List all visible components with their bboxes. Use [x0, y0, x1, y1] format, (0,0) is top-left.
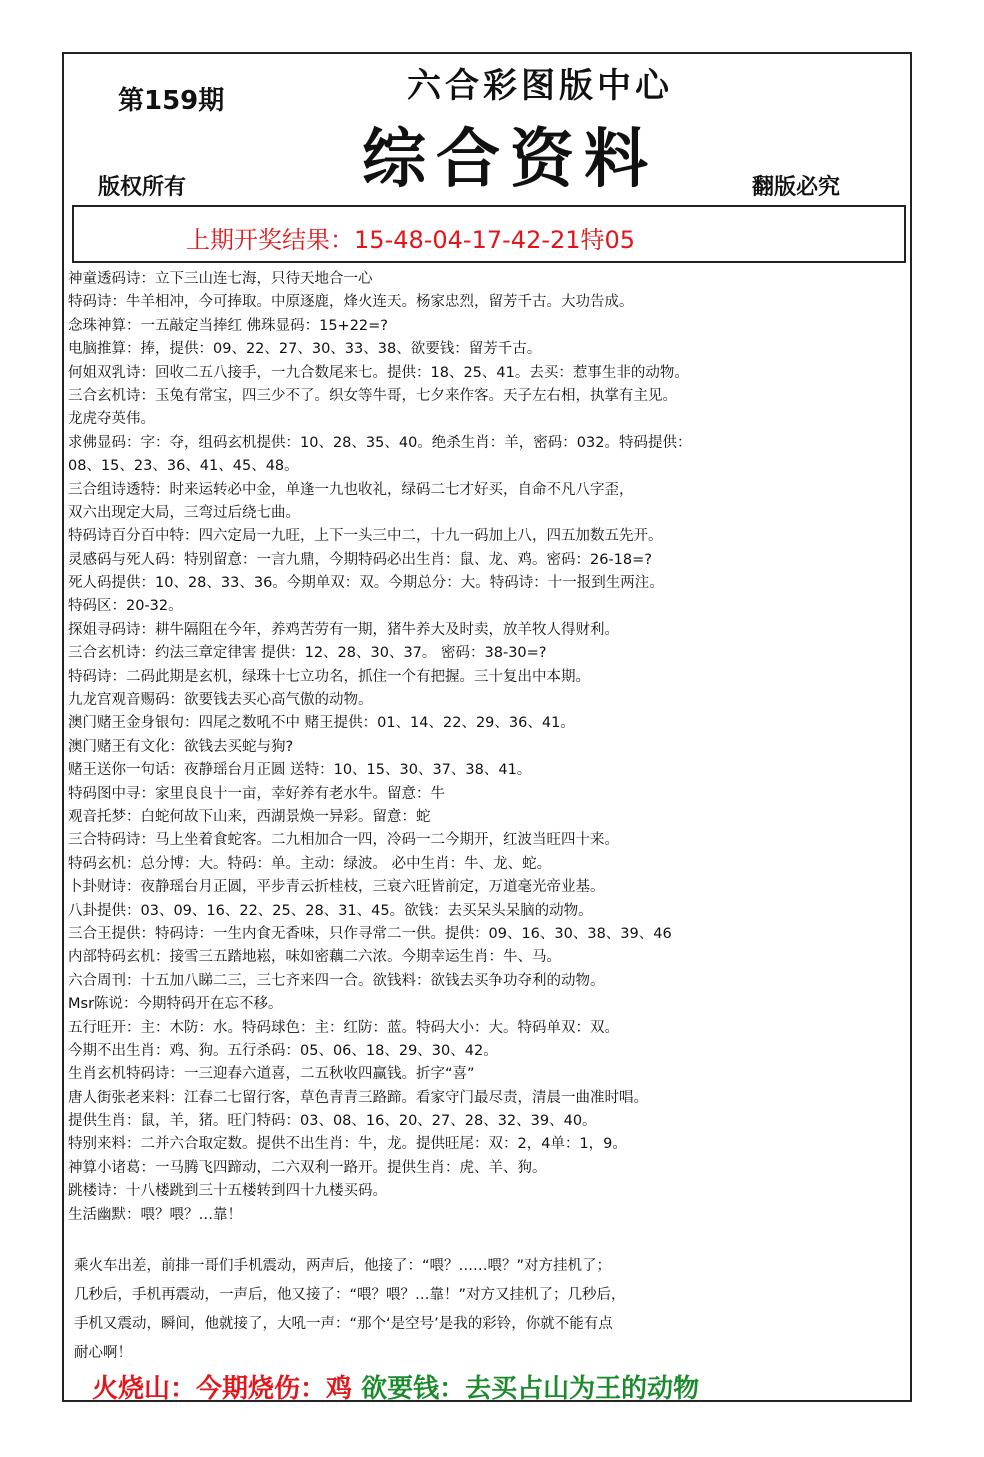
content-line: 电脑推算：捧，提供：09、22、27、30、33、38、欲要钱：留芳千古。 — [68, 341, 542, 358]
content-line: 特码图中寻：家里良良十一亩，幸好养有老水牛。留意：牛 — [68, 785, 445, 802]
content-line: 神童透码诗：立下三山连七海，只待天地合一心 — [68, 271, 373, 287]
content-line: 三合玄机诗：约法三章定律害 提供：12、28、30、37。 密码：38-30=? — [68, 645, 547, 662]
content-line: 念珠神算：一五敲定当捧红 佛珠显码：15+22=? — [68, 317, 389, 334]
content-line: 今期不出生肖：鸡、狗。五行杀码：05、06、18、29、30、42。 — [68, 1042, 498, 1059]
content-line: 赌王送你一句话：夜静瑶台月正圆 送特：10、15、30、37、38、41。 — [68, 762, 532, 779]
story-line: 几秒后，手机再震动，一声后，他又接了：“喂？喂？…靠！”对方又挂机了；几秒后， — [74, 1287, 626, 1303]
content-line: 三合组诗透特：时来运转必中金，单逢一九也收礼，绿码二七才好买，自命不凡八字歪， — [68, 481, 634, 498]
content-line: 三合玄机诗：玉兔有常宝，四三少不了。织女等牛哥，七夕来作客。天子左右相，执掌有主见。 — [68, 387, 677, 404]
content-line: 求佛显码：字：夺，组码玄机提供：10、28、35、40。绝杀生肖：羊，密码：032。特码提供： — [68, 434, 692, 451]
content-line: 特别来料：二并六合取定数。提供不出生肖：牛，龙。提供旺尾：双：2，4单：1，9。 — [68, 1136, 627, 1153]
content-line: 五行旺开：主：木防：水。特码球色：主：红防：蓝。特码大小：大。特码单双：双。 — [68, 1019, 619, 1036]
content-line: 生肖玄机特码诗：一三迎春六道喜，二五秋收四赢钱。折字“喜” — [68, 1066, 475, 1083]
content-line: 死人码提供：10、28、33、36。今期单双：双。今期总分：大。特码诗：十一报到生两注。 — [68, 575, 664, 592]
footer-banner — [92, 1368, 699, 1405]
content-line: 特码诗：牛羊相冲，今可捧取。中原逐鹿，烽火连天。杨家忠烈，留芳千古。大功告成。 — [68, 294, 634, 311]
content-line: 08、15、23、36、41、45、48。 — [68, 458, 299, 475]
content-line: 龙虎夺英伟。 — [68, 411, 155, 428]
content-line: 八卦提供：03、09、16、22、25、28、31、45。欲钱：去买呆头呆脑的动物。 — [68, 902, 593, 919]
content-line: Msr陈说：今期特码开在忘不移。 — [68, 996, 283, 1013]
content-line: 何姐双乳诗：回收二五八接手，一九合数尾来七。提供：18、25、41。去买：惹事生非的动物。 — [68, 364, 689, 381]
content-line: 提供生肖：鼠，羊，猪。旺门特码：03、08、16、20、27、28、32、39、40。 — [68, 1113, 597, 1130]
footer-part1: 火烧山：今期烧伤：鸡 — [92, 1374, 353, 1404]
content-line: 澳门赌王金身银句：四尾之数吼不中 赌王提供：01、14、22、29、36、41。 — [68, 715, 575, 732]
content-line: 九龙宫观音赐码：欲要钱去买心高气傲的动物。 — [68, 692, 373, 709]
content-line: 三合特码诗：马上坐着食蛇客。二九相加合一四，冷码一二今期开，红波当旺四十来。 — [68, 832, 619, 849]
center-title: 六合彩图版中心 — [407, 66, 673, 106]
story-line: 乘火车出差，前排一哥们手机震动，两声后，他接了：“喂？……喂？”对方挂机了； — [74, 1258, 612, 1274]
main-title: 综合资料 — [362, 122, 658, 197]
content-line: 唐人街张老来料：江春二七留行客，草色青青三路蹄。看家守门最尽责，清晨一曲准时唱。 — [68, 1089, 648, 1106]
content-line: 探姐寻码诗：耕牛隔阻在今年，养鸡苦劳有一期，猪牛养大及时卖，放羊牧人得财利。 — [68, 621, 619, 638]
humor-story — [74, 1252, 894, 1368]
content-line: 特码区：20-32。 — [68, 598, 183, 615]
content-lines — [68, 268, 908, 1227]
copyright-right: 翻版必究 — [752, 175, 841, 200]
content-line: 六合周刊：十五加八睇二三，三七齐来四一合。欲钱料：欲钱去买争功夺利的动物。 — [68, 972, 605, 989]
content-line: 双六出现定大局，三弯过后绕七曲。 — [68, 504, 300, 521]
content-line: 生活幽默：喂？喂？…靠！ — [68, 1206, 242, 1223]
content-line: 跳楼诗：十八楼跳到三十五楼转到四十九楼买码。 — [68, 1183, 387, 1200]
content-line: 观音托梦：白蛇何故下山来，西湖景焕一异彩。留意：蛇 — [68, 808, 431, 825]
last-result: 上期开奖结果：15-48-04-17-42-21特05 — [186, 226, 636, 254]
content-line: 内部特码玄机：接雪三五踏地崧，味如密藕二六浓。今期幸运生肖：牛、马。 — [68, 949, 561, 966]
content-line: 神算小诸葛：一马腾飞四蹄动，二六双利一路开。提供生肖：虎、羊、狗。 — [68, 1159, 547, 1176]
story-line: 耐心啊！ — [74, 1345, 132, 1361]
content-line: 特码玄机：总分博：大。特码：单。主动：绿波。 必中生肖：牛、龙、蛇。 — [68, 855, 552, 872]
story-line: 手机又震动，瞬间，他就接了，大吼一声：“那个‘是空号’是我的彩铃，你就不能有点 — [74, 1316, 613, 1332]
copyright-left: 版权所有 — [98, 175, 187, 200]
content-line: 澳门赌王有文化：欲钱去买蛇与狗? — [68, 738, 294, 755]
content-line: 特码诗百分百中特：四六定局一九旺，上下一头三中二，十九一码加上八，四五加数五先开。 — [68, 528, 663, 545]
issue-number: 第159期 — [118, 86, 225, 116]
content-line: 特码诗：二码此期是玄机，绿珠十七立功名，抓住一个有把握。三十复出中本期。 — [68, 668, 590, 685]
content-line: 卜卦财诗：夜静瑶台月正圆，平步青云折桂枝，三衰六旺皆前定，万道毫光帝业基。 — [68, 879, 605, 896]
content-line: 三合王提供：特码诗：一生内食无香味，只作寻常二一供。提供：09、16、30、38、39、46 — [68, 925, 672, 942]
footer-part2: 欲要钱：去买占山为王的动物 — [361, 1374, 700, 1404]
content-line: 灵感码与死人码：特别留意：一言九鼎，今期特码必出生肖：鼠、龙、鸡。密码：26-18=? — [68, 551, 652, 568]
